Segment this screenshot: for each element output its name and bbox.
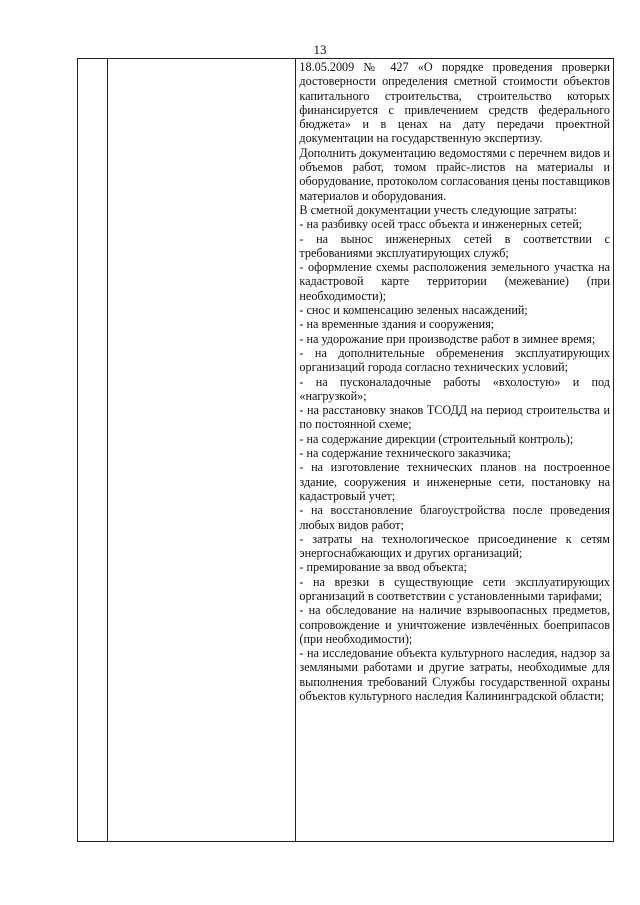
list-item: - на дополнительные обременения эксплуатирующих организаций города согласно технических условий; [299, 345, 610, 375]
table-row [78, 59, 614, 842]
list-item: - на временные здания и сооружения; [299, 317, 495, 332]
list-item: - оформление схемы расположения земельного участка на кадастровой карте территории (межевание) (при необходимости); [299, 260, 610, 303]
list-item: - снос и компенсацию зеленых насаждений; [299, 303, 528, 318]
list-item: - на исследование объекта культурного наследия, надзор за земляными работами и другие затраты, необходимые для выполнения требований Службы государственной охраны объектов культурного наследия Калининградской области; [299, 646, 610, 704]
list-item: - премирование за ввод объекта; [299, 560, 467, 575]
list-item: - на пусконаладочные работы «вхолостую» и под «нагрузкой»; [299, 374, 610, 403]
list-item: - на врезки в существующие сети эксплуатирующих организаций в соответствии с установленными тарифами; [299, 574, 610, 603]
list-item: - на содержание дирекции (строительный контроль); [299, 431, 574, 446]
requirements-table [77, 58, 614, 842]
paragraph: Дополнить документацию ведомостями с перечнем видов и объемов работ, томом прайс-листов на материалы и оборудование, протоколом согласования цены поставщиков материалов и оборудования. [299, 145, 610, 203]
list-item: - на удорожание при производстве работ в зимнее время; [299, 331, 596, 346]
requirements-text [296, 59, 613, 703]
list-item: - на разбивку осей трасс объекта и инженерных сетей; [299, 217, 583, 232]
paragraph: В сметной документации учесть следующие затраты: [299, 202, 577, 217]
list-item: - затраты на технологическое присоединение к сетям энергоснабжающих и других организаций; [299, 531, 610, 561]
list-item: - на расстановку знаков ТСОДД на период строительства и по постоянной схеме; [299, 403, 610, 432]
list-item: - на изготовление технических планов на построенное здание, сооружения и инженерные сети, постановку на кадастровый учет; [299, 460, 610, 503]
list-item: - на восстановление благоустройства после проведения любых видов работ; [299, 503, 610, 532]
list-item: - на вынос инженерных сетей в соответствии с требованиями эксплуатирующих служб; [299, 231, 610, 260]
paragraph: 18.05.2009 № 427 «О порядке проведения проверки достоверности определения сметной стоимости объектов капитального строительства, строительство которых финансируется с привлечением средств федерального бюджета» и в ценах на дату передачи проектной документации на государственную экспертизу. [299, 60, 610, 146]
requirements-cell [296, 59, 614, 842]
item-name-cell [108, 59, 296, 842]
list-item: - на содержание технического заказчика; [299, 446, 511, 461]
list-item: - на обследование на наличие взрывоопасных предметов, сопровождение и уничтожение извлечённых боеприпасов (при необходимости); [299, 603, 610, 646]
page-number: 13 [313, 42, 327, 57]
row-number-cell [78, 59, 108, 842]
